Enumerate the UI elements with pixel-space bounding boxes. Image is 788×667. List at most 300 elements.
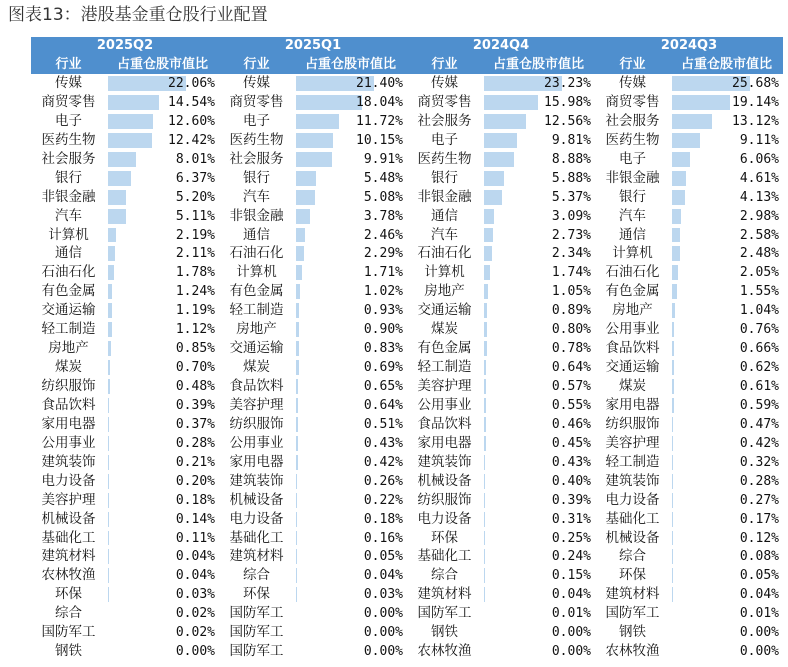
column-header-group <box>219 55 407 74</box>
value-cell <box>482 263 595 282</box>
quarter-cell-group <box>219 93 407 112</box>
table-row <box>31 434 783 453</box>
quarter-cell-group <box>595 74 783 93</box>
industry-cell: 通信 <box>619 226 646 243</box>
value-label: 3.78% <box>363 208 403 224</box>
value-cell <box>482 320 595 339</box>
quarter-header: 2025Q2 <box>96 38 154 53</box>
value-cell <box>670 93 783 112</box>
industry-cell: 建筑材料 <box>605 586 660 603</box>
data-bar <box>108 341 111 356</box>
quarter-cell-group <box>31 74 219 93</box>
industry-cell: 食品饮料 <box>229 378 284 394</box>
industry-cell: 医药生物 <box>41 131 96 148</box>
value-cell <box>294 112 407 131</box>
value-label: 22.06% <box>168 76 215 91</box>
quarter-cell-group <box>219 320 407 339</box>
value-label: 0.20% <box>175 473 215 489</box>
industry-cell: 电力设备 <box>417 510 472 527</box>
value-label: 2.46% <box>363 227 403 243</box>
industry-cell: 国防军工 <box>229 643 284 660</box>
value-cell <box>670 434 783 453</box>
quarter-cell-group <box>407 226 595 245</box>
value-label: 0.17% <box>739 511 779 527</box>
value-cell <box>482 623 595 642</box>
value-cell <box>670 207 783 226</box>
industry-cell: 家用电器 <box>229 453 284 470</box>
quarter-cell-group <box>407 74 595 93</box>
value-cell <box>482 566 595 585</box>
value-cell <box>670 244 783 263</box>
data-bar <box>484 303 487 318</box>
industry-column-header: 行业 <box>55 57 82 72</box>
quarter-cell-group <box>31 642 219 661</box>
quarter-cell-group <box>31 207 219 226</box>
quarter-cell-group <box>219 339 407 358</box>
industry-cell: 社会服务 <box>605 112 660 129</box>
table-row <box>31 282 783 301</box>
value-label: 0.04% <box>175 549 215 565</box>
table-row <box>31 207 783 226</box>
value-cell <box>294 358 407 377</box>
data-bar <box>296 455 298 470</box>
value-label: 1.78% <box>175 265 215 281</box>
industry-cell: 食品饮料 <box>417 415 472 432</box>
data-bar <box>108 133 152 148</box>
quarter-cell-group <box>595 510 783 529</box>
industry-cell: 电力设备 <box>41 472 96 489</box>
table-row <box>31 263 783 282</box>
value-cell <box>106 377 219 396</box>
quarter-cell-group <box>219 112 407 131</box>
value-label: 0.24% <box>551 549 591 565</box>
industry-cell: 环保 <box>55 586 82 603</box>
quarter-cell-group <box>219 150 407 169</box>
industry-cell: 汽车 <box>55 207 82 224</box>
table-row <box>31 547 783 566</box>
quarter-cell-group <box>407 547 595 566</box>
industry-allocation-table <box>31 37 783 665</box>
data-bar <box>296 95 362 110</box>
industry-cell: 钢铁 <box>619 624 646 641</box>
quarter-cell-group <box>595 112 783 131</box>
value-cell <box>294 453 407 472</box>
quarter-cell-group <box>407 491 595 510</box>
quarter-cell-group <box>219 244 407 263</box>
industry-cell: 计算机 <box>612 245 653 262</box>
industry-cell: 社会服务 <box>41 150 96 167</box>
value-cell <box>482 396 595 415</box>
value-cell <box>670 112 783 131</box>
industry-cell: 石油石化 <box>41 264 96 281</box>
value-cell <box>482 207 595 226</box>
quarter-cell-group <box>407 131 595 150</box>
quarter-cell-group <box>219 396 407 415</box>
value-cell <box>294 585 407 604</box>
industry-cell: 非银金融 <box>229 207 284 224</box>
industry-cell: 建筑装饰 <box>417 453 472 470</box>
table-row <box>31 93 783 112</box>
value-label: 0.83% <box>363 341 403 357</box>
quarter-cell-group <box>31 282 219 301</box>
value-cell <box>294 377 407 396</box>
value-label: 0.40% <box>551 473 591 489</box>
industry-cell: 传媒 <box>55 75 82 91</box>
industry-cell: 公用事业 <box>41 434 96 451</box>
column-header-group <box>31 55 219 74</box>
data-bar <box>108 152 136 167</box>
quarter-cell-group <box>31 510 219 529</box>
value-cell <box>106 529 219 548</box>
quarter-cell-group <box>219 263 407 282</box>
value-cell <box>106 510 219 529</box>
quarter-cell-group <box>407 320 595 339</box>
quarter-cell-group <box>219 377 407 396</box>
data-bar <box>484 228 493 243</box>
quarter-cell-group <box>31 358 219 377</box>
value-label: 0.55% <box>551 397 591 413</box>
value-label: 0.04% <box>739 587 779 603</box>
data-bar <box>672 512 673 527</box>
quarter-cell-group <box>31 566 219 585</box>
industry-column-header: 行业 <box>619 57 646 72</box>
value-cell <box>106 396 219 415</box>
value-label: 0.66% <box>739 341 779 357</box>
value-cell <box>294 604 407 623</box>
data-bar <box>296 133 333 148</box>
data-bar <box>484 360 486 375</box>
quarter-cell-group <box>31 415 219 434</box>
value-cell <box>106 358 219 377</box>
industry-cell: 有色金属 <box>417 340 472 357</box>
table-row <box>31 529 783 548</box>
value-label: 0.14% <box>175 511 215 527</box>
value-label: 0.85% <box>175 341 215 357</box>
data-bar <box>484 398 486 413</box>
industry-cell: 银行 <box>243 169 270 186</box>
value-label: 1.74% <box>551 265 591 281</box>
industry-cell: 轻工制造 <box>229 302 284 319</box>
industry-cell: 非银金融 <box>417 188 472 205</box>
quarter-cell-group <box>219 472 407 491</box>
table-row <box>31 491 783 510</box>
value-label: 0.28% <box>175 435 215 451</box>
quarter-cell-group <box>407 642 595 661</box>
quarter-cell-group <box>595 529 783 548</box>
table-row <box>31 415 783 434</box>
value-cell <box>106 169 219 188</box>
value-label: 0.01% <box>551 606 591 622</box>
value-cell <box>670 301 783 320</box>
quarter-cell-group <box>595 453 783 472</box>
quarter-cell-group <box>595 169 783 188</box>
industry-cell: 有色金属 <box>41 283 96 300</box>
value-label: 2.11% <box>175 246 215 262</box>
data-bar <box>484 493 485 508</box>
value-label: 0.48% <box>175 379 215 394</box>
value-label: 0.00% <box>739 644 779 660</box>
quarter-cell-group <box>407 529 595 548</box>
value-label: 2.19% <box>175 227 215 243</box>
industry-cell: 煤炭 <box>619 378 646 394</box>
value-cell <box>670 188 783 207</box>
quarter-cell-group <box>407 188 595 207</box>
value-cell <box>482 510 595 529</box>
value-label: 13.12% <box>732 113 779 129</box>
quarter-cell-group <box>219 623 407 642</box>
value-cell <box>670 74 783 93</box>
value-cell <box>482 377 595 396</box>
quarter-cell-group <box>31 604 219 623</box>
value-label: 0.76% <box>739 322 779 338</box>
industry-cell: 国防军工 <box>41 624 96 641</box>
quarter-cell-group <box>595 472 783 491</box>
industry-cell: 公用事业 <box>417 396 472 413</box>
value-cell <box>670 396 783 415</box>
industry-cell: 电子 <box>431 131 458 148</box>
table-row <box>31 320 783 339</box>
value-label: 0.05% <box>363 549 403 565</box>
quarter-cell-group <box>31 472 219 491</box>
industry-cell: 建筑材料 <box>417 586 472 603</box>
quarter-cell-group <box>407 112 595 131</box>
industry-cell: 汽车 <box>431 226 458 243</box>
industry-cell: 石油石化 <box>605 264 660 281</box>
data-bar <box>296 322 299 337</box>
quarter-cell-group <box>407 150 595 169</box>
value-label: 0.26% <box>363 473 403 489</box>
table-row <box>31 642 783 661</box>
quarter-cell-group <box>595 226 783 245</box>
industry-cell: 机械设备 <box>41 510 96 527</box>
value-label: 0.43% <box>551 454 591 470</box>
value-label: 0.51% <box>363 416 403 432</box>
data-bar <box>484 209 494 224</box>
value-cell <box>294 434 407 453</box>
quarter-cell-group <box>595 131 783 150</box>
value-label: 2.73% <box>551 227 591 243</box>
data-bar <box>484 95 538 110</box>
table-row <box>31 226 783 245</box>
value-cell <box>106 112 219 131</box>
quarter-cell-group <box>219 74 407 93</box>
value-label: 19.14% <box>732 94 779 110</box>
value-label: 0.16% <box>363 530 403 546</box>
data-bar <box>672 152 690 167</box>
industry-cell: 综合 <box>619 548 646 565</box>
quarter-cell-group <box>407 377 595 396</box>
value-cell <box>106 566 219 585</box>
data-bar <box>484 152 514 167</box>
quarter-cell-group <box>595 207 783 226</box>
value-cell <box>670 150 783 169</box>
table-row <box>31 131 783 150</box>
value-cell <box>482 472 595 491</box>
value-label: 0.00% <box>739 625 779 641</box>
quarter-header: 2024Q4 <box>472 38 530 53</box>
value-cell <box>106 150 219 169</box>
quarter-cell-group <box>31 226 219 245</box>
value-cell <box>106 623 219 642</box>
value-cell <box>294 244 407 263</box>
data-bar <box>108 303 112 318</box>
quarter-cell-group <box>31 244 219 263</box>
quarter-cell-group <box>219 169 407 188</box>
industry-cell: 机械设备 <box>229 491 284 508</box>
industry-cell: 交通运输 <box>41 302 96 319</box>
quarter-cell-group <box>31 491 219 510</box>
industry-cell: 汽车 <box>619 207 646 224</box>
value-label: 5.37% <box>551 189 591 205</box>
value-label: 0.42% <box>739 435 779 451</box>
value-label: 23.23% <box>544 76 591 91</box>
value-label: 12.56% <box>544 113 591 129</box>
industry-cell: 美容护理 <box>417 378 472 394</box>
value-label: 10.15% <box>356 132 403 148</box>
data-bar <box>672 95 730 110</box>
industry-cell: 国防军工 <box>417 605 472 622</box>
value-cell <box>670 491 783 510</box>
value-cell <box>294 472 407 491</box>
value-cell <box>670 585 783 604</box>
value-cell <box>482 339 595 358</box>
industry-cell: 商贸零售 <box>417 93 472 110</box>
industry-cell: 电子 <box>55 112 82 129</box>
value-label: 4.13% <box>739 189 779 205</box>
value-cell <box>294 396 407 415</box>
value-label: 4.61% <box>739 170 779 186</box>
industry-cell: 建筑装饰 <box>605 472 660 489</box>
data-bar <box>672 322 674 337</box>
data-bar <box>672 455 673 470</box>
value-cell <box>670 282 783 301</box>
value-cell <box>482 131 595 150</box>
value-label: 0.65% <box>363 379 403 394</box>
value-cell <box>670 510 783 529</box>
industry-cell: 医药生物 <box>229 131 284 148</box>
value-label: 0.00% <box>363 644 403 660</box>
quarter-cell-group <box>595 377 783 396</box>
quarter-cell-group <box>595 282 783 301</box>
industry-cell: 家用电器 <box>41 415 96 432</box>
value-cell <box>106 207 219 226</box>
value-cell <box>670 472 783 491</box>
data-bar <box>108 436 109 451</box>
data-bar <box>108 190 126 205</box>
data-bar <box>484 322 487 337</box>
industry-cell: 社会服务 <box>417 112 472 129</box>
table-row <box>31 472 783 491</box>
quarter-cell-group <box>407 396 595 415</box>
value-cell <box>482 226 595 245</box>
value-cell <box>294 301 407 320</box>
value-label: 1.02% <box>363 284 403 300</box>
value-cell <box>106 263 219 282</box>
industry-cell: 交通运输 <box>417 302 472 319</box>
quarter-cell-group <box>219 491 407 510</box>
value-cell <box>106 188 219 207</box>
value-cell <box>670 529 783 548</box>
value-label: 0.04% <box>363 568 403 584</box>
industry-cell: 建筑装饰 <box>41 453 96 470</box>
data-bar <box>672 284 677 299</box>
value-cell <box>106 642 219 661</box>
value-label: 0.90% <box>363 322 403 338</box>
table-row <box>31 169 783 188</box>
data-bar <box>296 493 297 508</box>
industry-column-header: 行业 <box>243 57 270 72</box>
quarter-cell-group <box>31 320 219 339</box>
industry-cell: 电力设备 <box>605 491 660 508</box>
value-cell <box>294 642 407 661</box>
value-label: 0.04% <box>551 587 591 603</box>
data-bar <box>672 436 673 451</box>
value-label: 0.57% <box>551 379 591 394</box>
value-label: 0.15% <box>551 568 591 584</box>
table-row <box>31 510 783 529</box>
industry-cell: 国防军工 <box>229 605 284 622</box>
quarter-cell-group <box>31 150 219 169</box>
quarter-cell-group <box>595 566 783 585</box>
value-cell <box>482 244 595 263</box>
value-label: 1.04% <box>739 303 779 319</box>
data-bar <box>108 322 112 337</box>
industry-cell: 食品饮料 <box>41 396 96 413</box>
value-cell <box>482 93 595 112</box>
quarter-cell-group <box>219 188 407 207</box>
industry-cell: 轻工制造 <box>417 359 472 376</box>
quarter-cell-group <box>407 358 595 377</box>
industry-cell: 商贸零售 <box>605 93 660 110</box>
data-bar <box>296 209 310 224</box>
quarter-cell-group <box>31 434 219 453</box>
industry-cell: 纺织服饰 <box>417 491 472 508</box>
quarter-header-row <box>31 37 783 55</box>
value-cell <box>106 226 219 245</box>
industry-cell: 传媒 <box>619 75 646 91</box>
data-bar <box>484 284 488 299</box>
quarter-cell-group <box>219 282 407 301</box>
quarter-cell-group <box>595 244 783 263</box>
data-bar <box>484 114 526 129</box>
industry-cell: 煤炭 <box>55 359 82 376</box>
quarter-cell-group <box>31 339 219 358</box>
quarter-cell-group <box>219 529 407 548</box>
industry-cell: 基础化工 <box>229 529 284 546</box>
value-label: 0.31% <box>551 511 591 527</box>
data-bar <box>108 360 110 375</box>
value-label: 6.06% <box>739 151 779 167</box>
industry-cell: 计算机 <box>424 264 465 281</box>
industry-cell: 农林牧渔 <box>417 643 472 660</box>
quarter-cell-group <box>407 93 595 112</box>
industry-cell: 有色金属 <box>605 283 660 300</box>
quarter-cell-group <box>31 585 219 604</box>
value-cell <box>482 74 595 93</box>
value-label: 0.62% <box>739 360 779 376</box>
industry-cell: 医药生物 <box>605 131 660 148</box>
value-label: 3.09% <box>551 208 591 224</box>
industry-cell: 美容护理 <box>229 396 284 413</box>
data-bar <box>484 171 504 186</box>
value-cell <box>106 282 219 301</box>
data-bar <box>672 303 675 318</box>
value-label: 5.08% <box>363 189 403 205</box>
industry-cell: 建筑材料 <box>229 548 284 565</box>
quarter-cell-group <box>219 566 407 585</box>
value-cell <box>294 623 407 642</box>
data-bar <box>296 114 339 129</box>
